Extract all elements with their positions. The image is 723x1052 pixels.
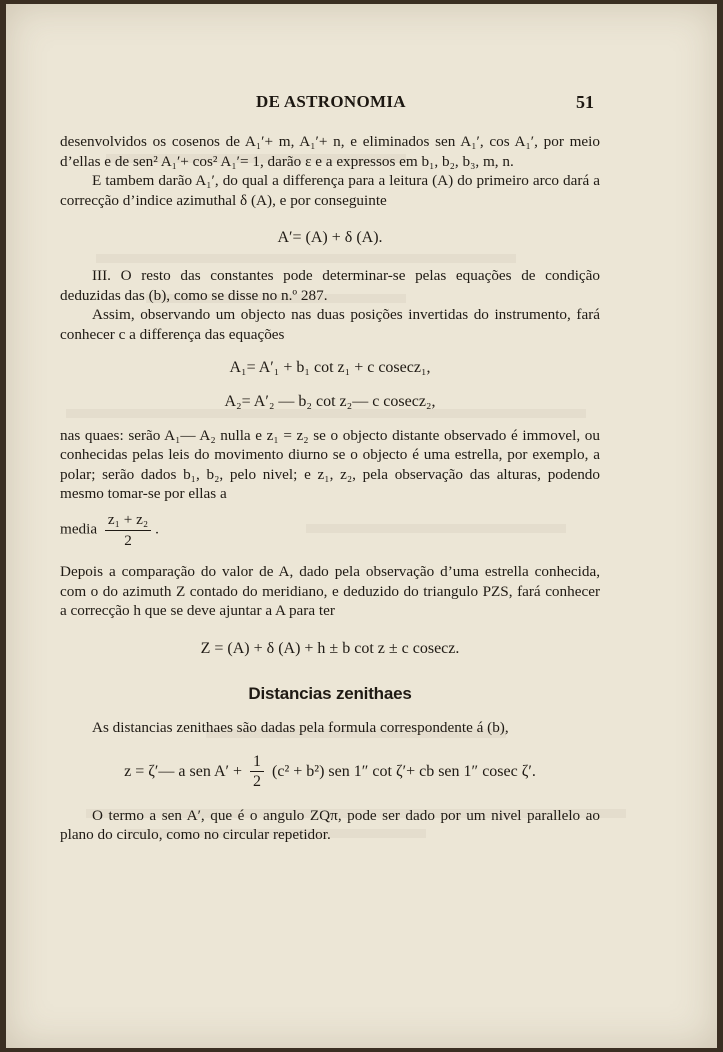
paragraph-4: Assim, observando um objecto nas duas posições invertidas do instrumento, fará conhecer c a differença das equações: [60, 306, 600, 343]
media-numerator: z₁ + z₂: [105, 510, 151, 531]
paragraph-7: As distancias zenithaes são dadas pela formula correspondente á (b),: [92, 719, 509, 737]
page-header: [6, 92, 717, 116]
paragraph-8: O termo a sen A′, que é o angulo ZQπ, pode ser dado por um nivel parallelo ao plano do circulo, como no circular repetidor.: [60, 806, 600, 844]
equation-5-right: (c² + b²) sen 1″ cot ζ′+ cb sen 1″ cosec ζ′.: [272, 762, 536, 780]
equation-3: A₂= A′₂ — b₂ cot z₂— c cosecz₂,: [224, 392, 436, 410]
media-fraction: [105, 510, 151, 550]
media-word: media: [60, 520, 98, 538]
paragraph-1: desenvolvidos os cosenos de A₁′+ m, A₁′+ n, e eliminados sen A₁′, cos A₁′, por meio d’ellas e de sen² A₁′+ cos² A₁′= 1, darão ε e a expressos em b₁, b₂, b₃, m, n.: [60, 133, 600, 170]
book-page: [6, 4, 717, 1048]
page-body: [60, 132, 600, 845]
paragraph-3: III. O resto das constantes pode determinar-se pelas equações de condição deduzidas das (b), como se disse no n.º 287.: [60, 266, 600, 304]
page-number: 51: [576, 92, 594, 112]
paragraph-2: E tambem darão A₁′, do qual a differença para a leitura (A) do primeiro arco dará a correcção d’indice azimuthal δ (A), e por conseguinte: [60, 172, 600, 209]
equation-5-numerator: 1: [250, 752, 264, 773]
paragraph-6: Depois a comparação do valor de A, dado pela observação d’uma estrella conhecida, com o do azimuth Z contado do meridiano, e deduzido do triangulo PZS, fará conhecer a correcção h que se deve ajuntar a A para ter: [60, 563, 600, 620]
running-head: DE ASTRONOMIA: [256, 92, 406, 111]
paragraph-5: nas quaes: serão A₁— A₂ nulla e z₁ = z₂ se o objecto distante observado é immovel, ou conhecidas pelas leis do movimento diurno se o objecto é uma estrella, por exemplo, a polar; serão dados b₁, b₂, pelo nivel; e z₁, z₂, pela observação das alturas, podendo mesmo tomar-se por ellas a: [60, 426, 600, 503]
equation-1: A′= (A) + δ (A).: [277, 229, 383, 247]
media-end: .: [155, 520, 159, 538]
equation-4: Z = (A) + δ (A) + h ± b cot z ± c cosecz.: [200, 639, 460, 657]
equation-5-denominator: 2: [253, 773, 262, 791]
equation-2: A₁= A′₁ + b₁ cot z₁ + c cosecz₁,: [229, 359, 431, 377]
media-denominator: 2: [124, 531, 132, 549]
section-title: Distancias zenithaes: [248, 684, 412, 704]
equation-5-left: z = ζ′— a sen A′ +: [124, 762, 243, 780]
equation-5-fraction: [250, 752, 264, 792]
media-line: [60, 510, 600, 550]
equation-5: [60, 752, 600, 792]
